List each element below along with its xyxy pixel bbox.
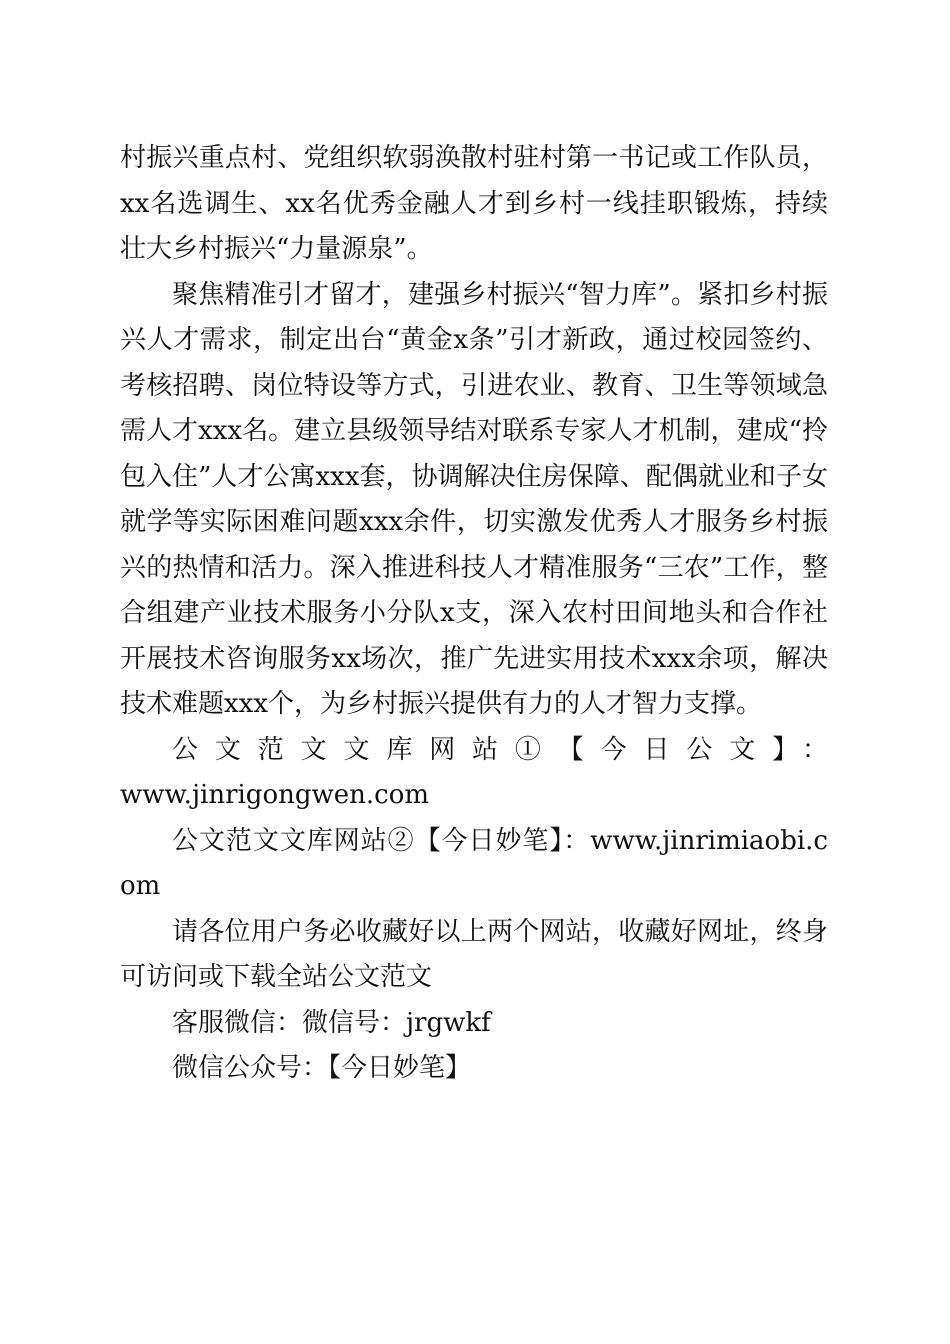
footer-site1-line1: 公文范文文库网站①【今日公文】：: [172, 734, 828, 765]
document-page: [120, 136, 828, 1092]
paragraph-continuation: 村振兴重点村、党组织软弱涣散村驻村第一书记或工作队员，xx名选调生、xx名优秀金融人才到乡村一线挂职锻炼，持续壮大乡村振兴“力量源泉”。: [120, 143, 828, 264]
footer-wechat-service: 客服微信：微信号：jrgwkf: [172, 1007, 491, 1038]
footer-site2: 公文范文文库网站②【今日妙笔】：www.jinrimiaobi.com: [120, 825, 828, 901]
footer-notice: 请各位用户务必收藏好以上两个网站，收藏好网址，终身可访问或下载全站公文范文: [120, 916, 828, 992]
footer-wechat-official: 微信公众号：【今日妙笔】: [172, 1053, 472, 1083]
footer-site1-url: www.jinrigongwen.com: [120, 780, 430, 810]
paragraph-talent-recruitment: 聚焦精准引才留才，建强乡村振兴“智力库”。紧扣乡村振兴人才需求，制定出台“黄金x条”引才新政，通过校园签约、考核招聘、岗位特设等方式，引进农业、教育、卫生等领域急需人才xxx名。建立县级领导结对联系专家人才机制，建成“拎包入住”人才公寓xxx套，协调解决住房保障、配偶就业和子女就学等实际困难问题xxx余件，切实激发优秀人才服务乡村振兴的热情和活力。深入推进科技人才精准服务“三农”工作，整合组建产业技术服务小分队x支，深入农村田间地头和合作社开展技术咨询服务xx场次，推广先进实用技术xxx余项，解决技术难题xxx个，为乡村振兴提供有力的人才智力支撑。: [120, 279, 828, 719]
